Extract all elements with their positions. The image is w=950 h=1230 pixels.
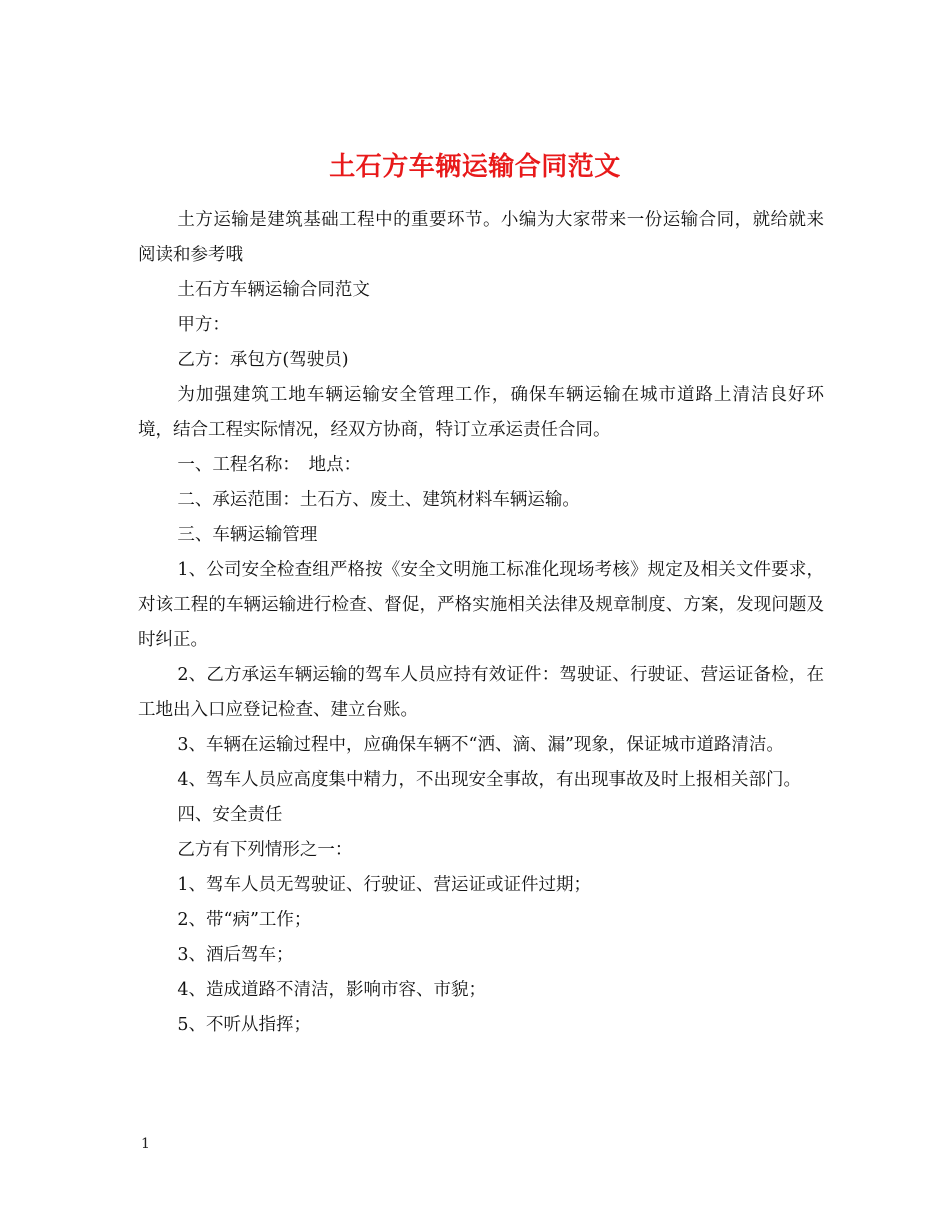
paragraph-conditions-intro: 乙方有下列情形之一： [177, 840, 353, 860]
document-title: 土石方车辆运输合同范文 [329, 152, 621, 183]
paragraph-intro: 土方运输是建筑基础工程中的重要环节。小编为大家带来一份运输合同，就给就来阅读和参考哦 [138, 210, 824, 265]
paragraph-clause-3-3: 3、车辆在运输过程中，应确保车辆不“洒、滴、漏”现象，保证城市道路清洁。 [177, 735, 784, 755]
paragraph-condition-3: 3、酒后驾车； [177, 945, 294, 965]
paragraph-project-name: 一、工程名称： 地点： [177, 455, 362, 475]
paragraph-clause-3-1: 1、公司安全检查组严格按《安全文明施工标准化现场考核》规定及相关文件要求，对该工程的车辆运输进行检查、督促，严格实施相关法律及规章制度、方案，发现问题及时纠正。 [138, 560, 824, 650]
page-number: 1 [141, 1136, 150, 1152]
paragraph-party-a: 甲方： [177, 315, 230, 335]
paragraph-scope: 二、承运范围：土石方、废土、建筑材料车辆运输。 [177, 490, 580, 510]
paragraph-condition-5: 5、不听从指挥； [177, 1015, 312, 1035]
section-heading-safety-responsibility: 四、安全责任 [177, 805, 283, 825]
paragraph-condition-1: 1、驾车人员无驾驶证、行驶证、营运证或证件过期； [177, 875, 592, 895]
paragraph-condition-2: 2、带“病”工作； [177, 910, 312, 930]
paragraph-subtitle: 土石方车辆运输合同范文 [177, 280, 370, 300]
paragraph-party-b: 乙方：承包方(驾驶员) [177, 350, 349, 370]
paragraph-clause-3-4: 4、驾车人员应高度集中精力，不出现安全事故，有出现事故及时上报相关部门。 [177, 770, 802, 790]
paragraph-condition-4: 4、造成道路不清洁，影响市容、市貌； [177, 980, 487, 1000]
section-heading-vehicle-management: 三、车辆运输管理 [177, 525, 318, 545]
document-body [138, 203, 824, 1043]
paragraph-purpose: 为加强建筑工地车辆运输安全管理工作，确保车辆运输在城市道路上清洁良好环境，结合工程实际情况，经双方协商，特订立承运责任合同。 [138, 385, 824, 440]
paragraph-clause-3-2: 2、乙方承运车辆运输的驾车人员应持有效证件：驾驶证、行驶证、营运证备检，在工地出入口应登记检查、建立台账。 [138, 665, 824, 720]
